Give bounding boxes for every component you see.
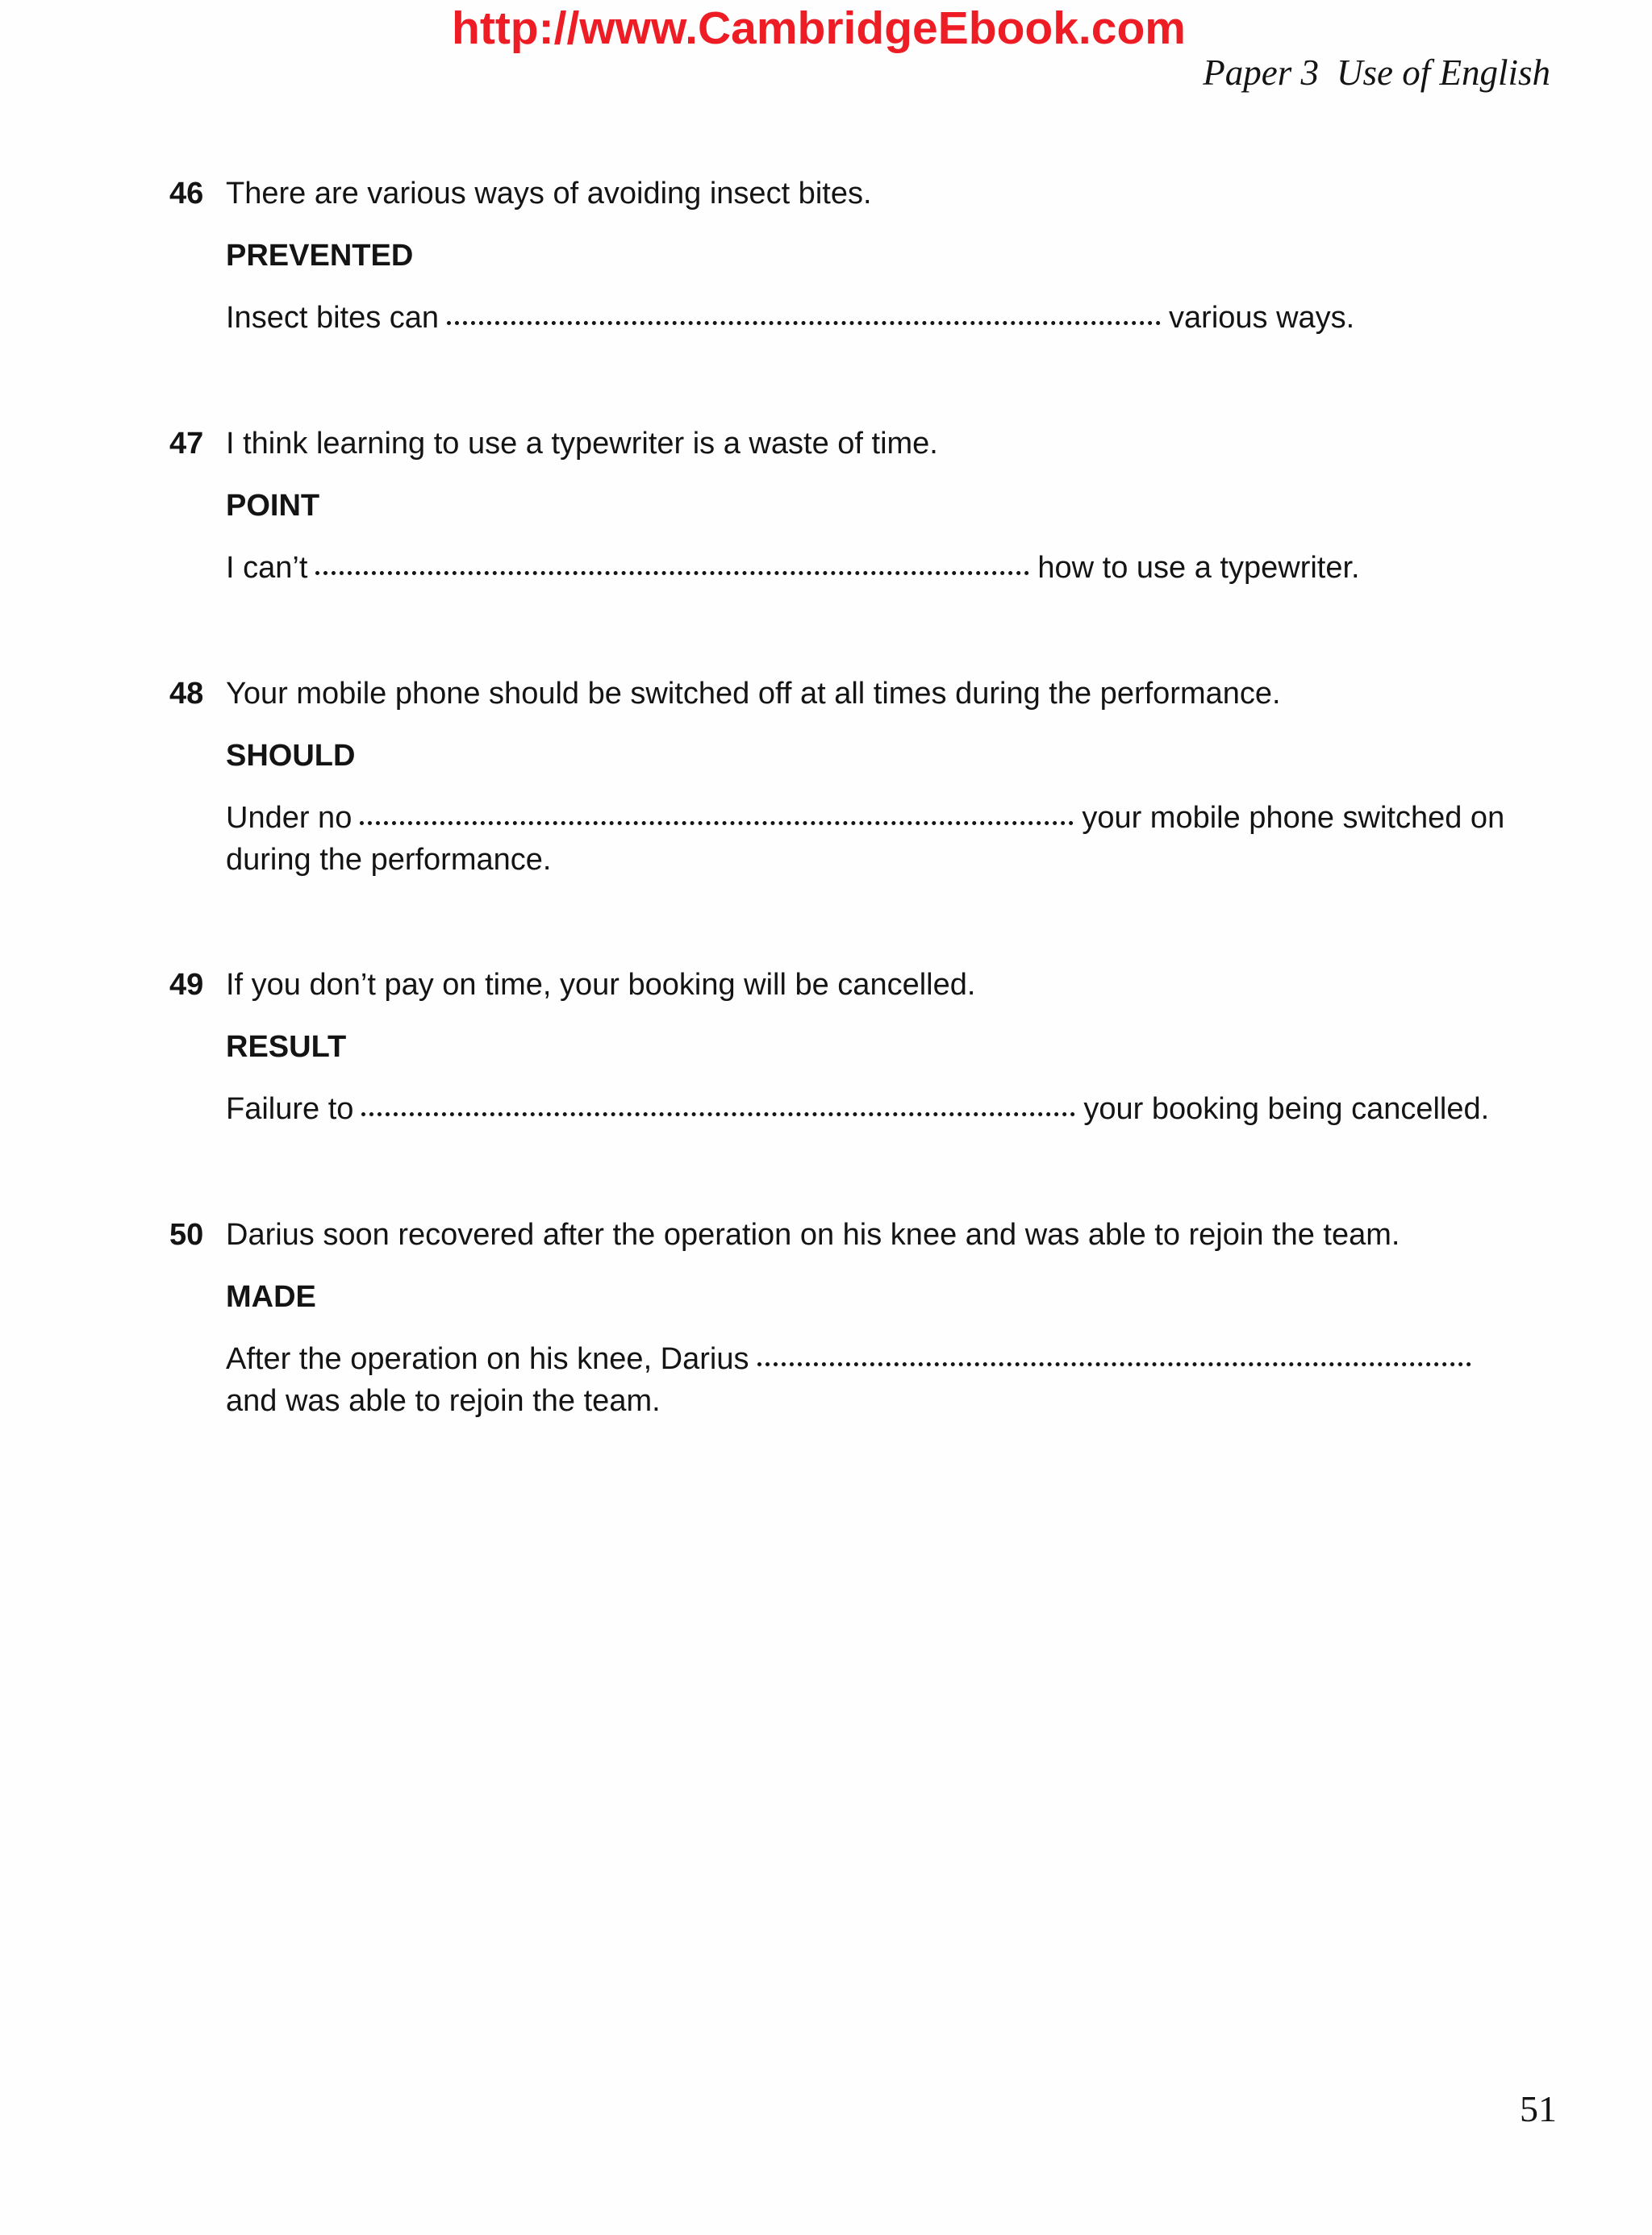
question-47 <box>169 423 1565 589</box>
answer-end: your mobile phone switched on <box>1082 801 1505 835</box>
keyword: SHOULD <box>226 739 356 773</box>
answer-blank[interactable] <box>360 821 1074 825</box>
question-sentence: I think learning to use a typewriter is a waste of time. <box>226 427 938 461</box>
answer-start: Under no <box>226 801 353 835</box>
running-head <box>1203 52 1550 94</box>
question-46 <box>169 173 1565 339</box>
answer-gap-sentence <box>226 797 1565 881</box>
keyword: PREVENTED <box>226 239 414 273</box>
keyword: POINT <box>226 489 320 523</box>
paper-label: Paper 3 <box>1203 52 1319 93</box>
question-sentence-line <box>169 1214 1565 1256</box>
watermark-url: http://www.CambridgeEbook.com <box>452 2 1186 54</box>
answer-end: how to use a typewriter. <box>1037 551 1360 585</box>
question-50 <box>169 1214 1565 1422</box>
question-sentence: Darius soon recovered after the operation on his knee and was able to rejoin the team. <box>226 1218 1400 1252</box>
question-sentence-line <box>169 423 1565 465</box>
keyword: RESULT <box>226 1030 347 1064</box>
answer-continuation: and was able to rejoin the team. <box>226 1384 661 1418</box>
question-number: 47 <box>169 427 204 461</box>
question-49 <box>169 964 1565 1130</box>
section-label: Use of English <box>1337 52 1550 93</box>
question-sentence: If you don’t pay on time, your booking will be cancelled. <box>226 968 976 1002</box>
answer-blank[interactable] <box>757 1362 1471 1366</box>
question-sentence-line <box>169 173 1565 215</box>
question-sentence-line <box>169 964 1565 1006</box>
answer-start: Failure to <box>226 1092 354 1126</box>
question-number: 49 <box>169 968 204 1002</box>
question-sentence: Your mobile phone should be switched off at all times during the performance. <box>226 677 1281 711</box>
answer-end: various ways. <box>1169 301 1355 335</box>
answer-gap-sentence <box>226 1088 1565 1130</box>
question-number: 50 <box>169 1218 204 1252</box>
answer-blank[interactable] <box>315 571 1029 575</box>
question-number: 48 <box>169 677 204 711</box>
question-48 <box>169 673 1565 881</box>
keyword: MADE <box>226 1280 316 1314</box>
answer-start: I can’t <box>226 551 308 585</box>
question-sentence: There are various ways of avoiding insect bites. <box>226 177 872 211</box>
answer-end: your booking being cancelled. <box>1083 1092 1490 1126</box>
answer-blank[interactable] <box>361 1112 1075 1116</box>
page-number: 51 <box>1520 2088 1557 2129</box>
question-number: 46 <box>169 177 204 211</box>
answer-gap-sentence <box>226 297 1565 339</box>
question-sentence-line <box>169 673 1565 715</box>
answer-continuation: during the performance. <box>226 843 552 877</box>
answer-start: After the operation on his knee, Darius <box>226 1342 749 1376</box>
answer-gap-sentence <box>226 1338 1565 1422</box>
answer-start: Insect bites can <box>226 301 440 335</box>
answer-blank[interactable] <box>447 321 1161 325</box>
answer-gap-sentence <box>226 547 1565 589</box>
